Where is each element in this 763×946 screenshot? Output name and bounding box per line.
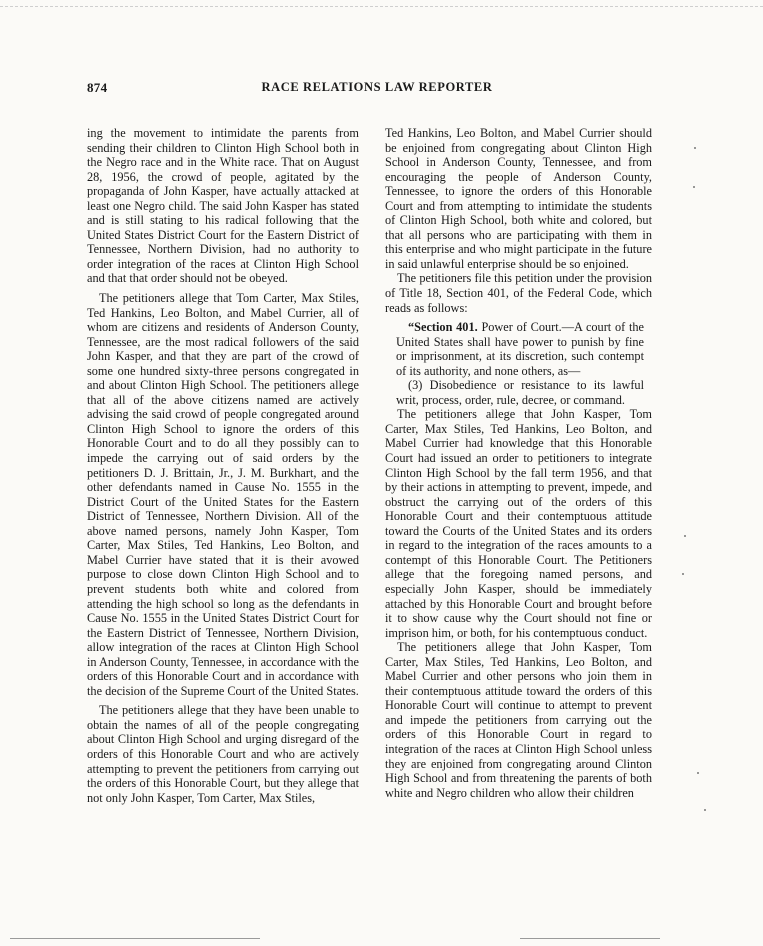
statute-quote	[385, 320, 652, 378]
top-border-rule	[0, 6, 763, 7]
paragraph: ing the movement to intimidate the parents from sending their children to Clinton High School both in the Negro race and in the White race. That on August 28, 1956, the crowd of people, agitated by the propaganda of John Kasper, have actually attacked at least one Negro child. The said John Kasper has stated and is still stating to his radical following that the United States District Court for the Eastern District of Tennessee, Northern Division, had no authority to order integration of the races at Clinton High School and that that order should not be obeyed.	[87, 126, 359, 286]
paragraph: The petitioners allege that they have been unable to obtain the names of all of the people congregating about Clinton High School and urging disregard of the orders of this Honorable Court and who are actively attempting to prevent the petitioners from carrying out the orders of this Honorable Court, but they allege that not only John Kasper, Tom Carter, Max Stiles,	[87, 703, 359, 805]
paragraph: The petitioners allege that Tom Carter, Max Stiles, Ted Hankins, Leo Bolton, and Mabel Currier, all of whom are citizens and residents of Anderson County, Tennessee, are the most radical followers of the said John Kasper, and that they are part of the crowd of some one hundred sixty-three persons congregated in and about Clinton High School. The petitioners allege that all of the above citizens named are actively advising the said crowd of people congregated around Clinton High School to ignore the orders of this Honorable Court and to do all they possibly can to impede the carrying out of said orders by the petitioners D. J. Brittain, Jr., J. M. Burkhart, and the other defendants named in Cause No. 1555 in the District Court of the United States for the Eastern District of Tennessee, Northern Division. All of the above named persons, namely John Kasper, Tom Carter, Max Stiles, Ted Hankins, Leo Bolton, and Mabel Currier have stated that it is their avowed purpose to close down Clinton High School and to prevent students both white and colored from attending the high school so long as the defendants in Cause No. 1555 in the United States District Court for the Eastern District of Tennessee, Northern Division, allow integration of the races at Clinton High School in Anderson County, Tennessee, in accordance with the orders of this Honorable Court and in accordance with the decision of the Supreme Court of the United States.	[87, 291, 359, 698]
page-header	[87, 80, 667, 98]
scan-speck	[684, 535, 686, 537]
running-head: RACE RELATIONS LAW REPORTER	[261, 80, 493, 94]
bottom-scan-rule	[520, 938, 660, 939]
statute-text: Power of Court.—A court of the United States shall have power to punish by fine or imprisonment, at its discretion, such contempt of its authority, and none others, as—	[396, 320, 644, 378]
paragraph: The petitioners file this petition under the provision of Title 18, Section 401, of the Federal Code, which reads as follows:	[385, 271, 652, 315]
scan-speck	[697, 772, 699, 774]
scan-speck	[682, 573, 684, 575]
statute-subsection: (3) Disobedience or resistance to its lawful writ, process, order, rule, decree, or command.	[396, 378, 644, 407]
statute-section-heading: “Section 401.	[408, 320, 478, 335]
paragraph: Ted Hankins, Leo Bolton, and Mabel Currier should be enjoined from congregating about Clinton High School in Anderson County, Tennessee, and from encouraging the people of Anderson County, Tennessee, to ignore the orders of this Honorable Court and from attempting to intimidate the students of Clinton High School, both white and colored, but that all persons who are participating with them in this enterprise and who might participate in the future in said unlawful enterprise should be so enjoined.	[385, 126, 652, 271]
paragraph: The petitioners allege that John Kasper, Tom Carter, Max Stiles, Ted Hankins, Leo Bolton, and Mabel Currier and other persons who join them in their contemptuous attitude toward the orders of this Honorable Court will continue to attempt to prevent and impede the petitioners from carrying out the orders of this Honorable Court in regard to integration of the races at Clinton High School unless they are enjoined from congregating around Clinton High School and from threatening the parents of both white and Negro children who allow their children	[385, 640, 652, 800]
scan-speck	[704, 809, 706, 811]
left-column	[87, 126, 359, 805]
page-number: 874	[87, 80, 108, 95]
scan-speck	[694, 147, 696, 149]
paragraph: The petitioners allege that John Kasper, Tom Carter, Max Stiles, Ted Hankins, Leo Bolton, and Mabel Currier had knowledge that this Honorable Court had issued an order to petitioners to integrate Clinton High School by the fall term 1956, and that by their actions in attempting to prevent, impede, and obstruct the carrying out of the orders of this Honorable Court and their contemptuous attitude toward the Courts of the United States and its orders in regard to the integration of the races amounts to a contempt of this Honorable Court. The Petitioners allege that the foregoing named persons, and especially John Kasper, should be immediately attached by this Honorable Court and brought before it to show cause why the Court should not fine or imprison him, or both, for his contemptuous conduct.	[385, 407, 652, 640]
right-column	[385, 126, 652, 800]
scan-speck	[693, 186, 695, 188]
bottom-scan-rule	[10, 938, 260, 939]
